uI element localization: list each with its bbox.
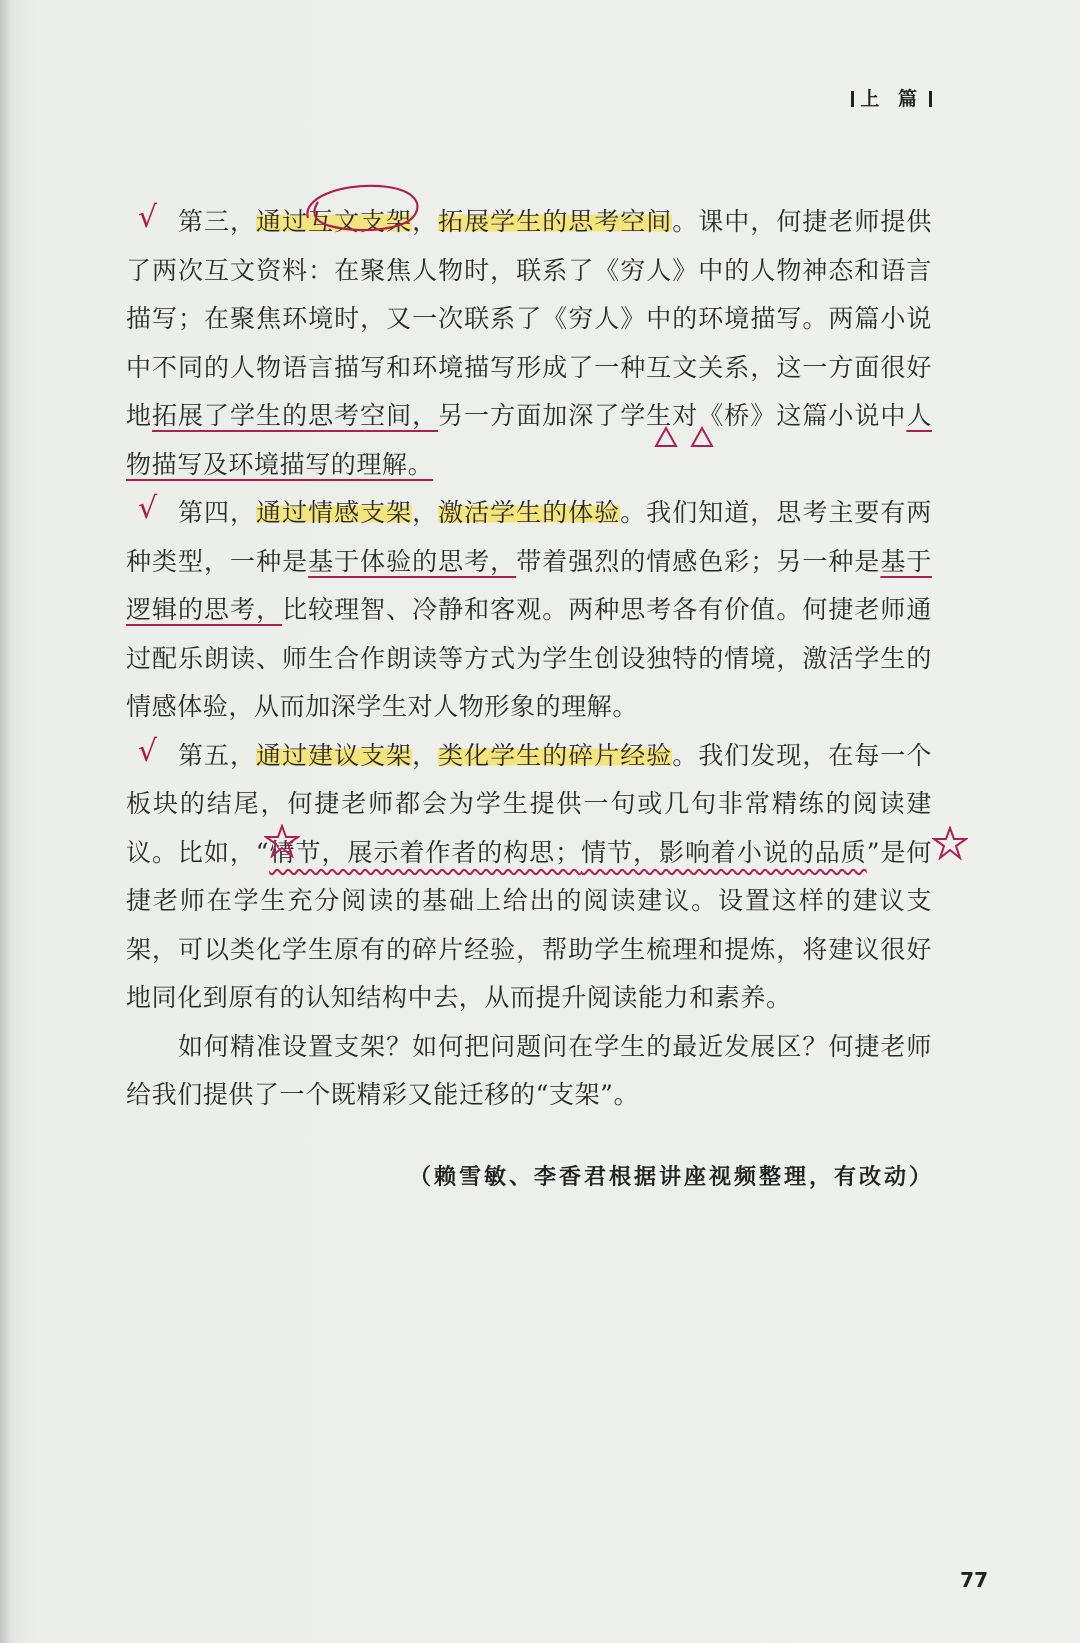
p3-wavy-underline-2: 情节，影响着小说的品质	[580, 837, 867, 867]
p3-highlight-2: 类化学生的碎片经验	[438, 740, 673, 770]
paragraph-fifth	[126, 732, 932, 1023]
page-number: 77	[960, 1568, 988, 1592]
p3-highlight-1: 通过建议支架	[256, 740, 413, 770]
p1-highlight-2: 拓展学生的思考空间	[438, 207, 673, 236]
checkmark-annotation-3: √	[138, 734, 158, 769]
p2-highlight-1: 通过情感支架	[256, 498, 413, 527]
p3-text-1: 。我们发现，在每一个板块的结尾，何捷老师都会为学生提供一句或几句非常精练的阅读建议。比如，“	[126, 740, 932, 867]
p1-highlight-1a: 通过	[256, 207, 309, 236]
p2-text-1: 。我们知道，思考主要有两种类型，一种是	[126, 498, 932, 576]
p1-highlight-1b: 互文支架	[308, 207, 413, 236]
p3-wavy-underline-1: 情节，展示着作者的构思；	[269, 837, 581, 867]
p2-underline-1: 基于体验的思考，	[308, 546, 517, 576]
p2-highlight-2: 激活学生的体验	[438, 498, 621, 527]
p3-lead: 第五，	[178, 740, 257, 770]
p2-text-2: 带着强烈的情感色彩；另一种是	[516, 546, 881, 576]
body-text	[126, 198, 932, 1120]
p2-underline-2: 基于逻辑的思考，	[126, 546, 933, 624]
p1-underline-1: 拓展了学生的思考空间，	[152, 401, 439, 430]
p1-comma: ，	[412, 207, 439, 236]
p3-quote-end: ”	[866, 837, 881, 867]
p1-lead: 第三，	[178, 207, 257, 236]
attribution-note: （赖雪敏、李香君根据讲座视频整理，有改动）	[408, 1164, 934, 1190]
p1-text-1: 。课中，何捷老师提供了两次互文资料：在聚焦人物时，联系了《穷人》中的人物神态和语言描写；在聚焦环境时，又一次联系了《穷人》中的环境描写。两篇小说中不同的人物语言描写和环境描写形成了一种互文关系，这一方面很好地	[126, 207, 932, 430]
paragraph-closing	[126, 1023, 932, 1120]
p2-text-3: 比较理智、冷静和客观。两种思考各有价值。何捷老师通过配乐朗读、师生合作朗读等方式为学生创设独特的情境，激活学生的情感体验，从而加深学生对人物形象的理解。	[126, 595, 932, 721]
section-header	[851, 84, 932, 111]
p2-comma: ，	[412, 498, 439, 527]
p1-text-2: 另一方面加深了学生对《桥》这篇小说中	[438, 401, 907, 430]
book-spine-shadow	[0, 0, 10, 1643]
paragraph-third	[126, 198, 932, 489]
header-section-label: 上 篇	[860, 88, 923, 110]
checkmark-annotation-1: √	[138, 200, 158, 235]
star-icon	[932, 826, 968, 860]
checkmark-annotation-2: √	[138, 491, 158, 526]
header-bar-left	[851, 91, 854, 107]
p3-comma: ，	[412, 740, 439, 770]
paragraph-fourth	[126, 489, 932, 732]
header-bar-right	[929, 91, 932, 107]
p2-lead: 第四，	[178, 498, 257, 527]
p1-underline-2: 人物描写及环境描写的理解。	[126, 401, 932, 479]
p3-text-2: 是何捷老师在学生充分阅读的基础上给出的阅读建议。设置这样的建议支架，可以类化学生原有的碎片经验，帮助学生梳理和提炼，将建议很好地同化到原有的认知结构中去，从而提升阅读能力和素养。	[126, 837, 933, 1012]
p4-text: 如何精准设置支架？如何把问题问在学生的最近发展区？何捷老师给我们提供了一个既精彩又能迁移的“支架”。	[126, 1031, 932, 1109]
